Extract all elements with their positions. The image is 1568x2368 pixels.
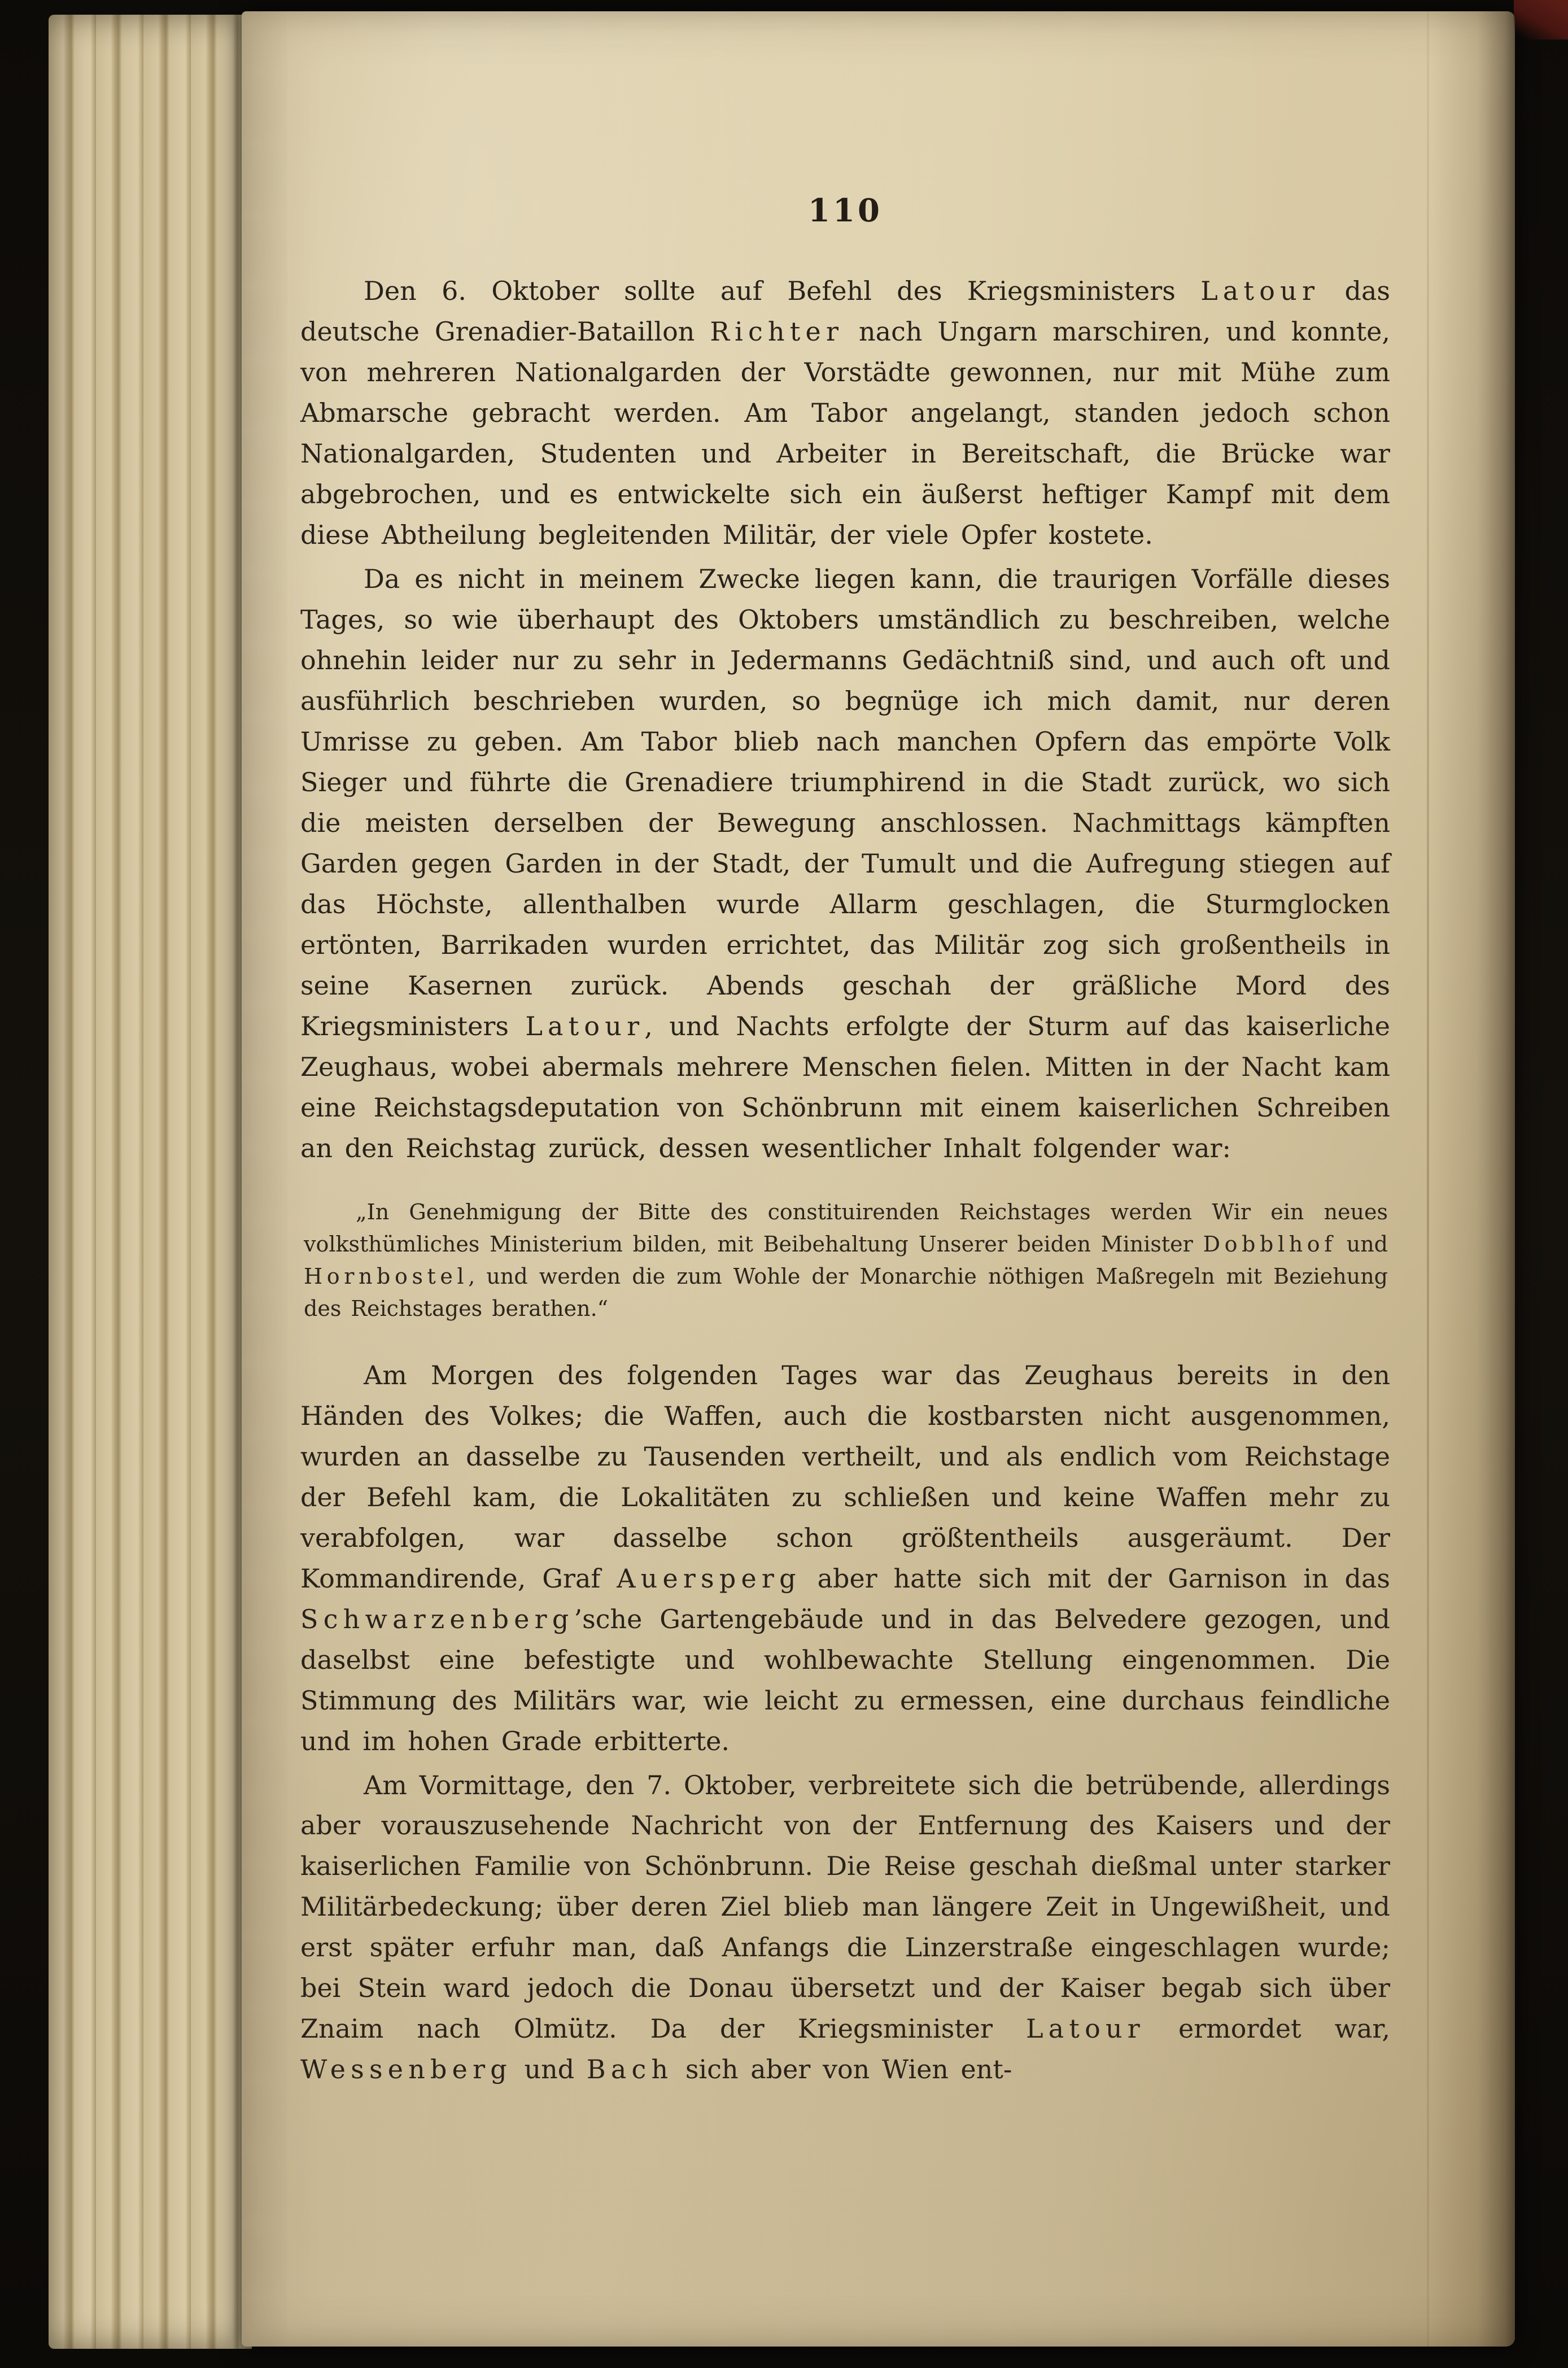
- paragraph: Da es nicht in meinem Zwecke liegen kann, die traurigen Vorfälle dieses Tages, so wie überhaupt des Oktobers umständlich zu beschreiben, welche ohnehin leider nur zu sehr in Jedermanns Gedächtniß sind, und auch oft und ausführlich beschrieben wurden, so begnüge ich mich damit, nur deren Umrisse zu geben. Am Tabor blieb nach manchen Opfern das empörte Volk Sieger und führte die Grenadiere triumphirend in die Stadt zurück, wo sich die meisten derselben der Bewegung anschlossen. Nachmittags kämpften Garden gegen Garden in der Stadt, der Tumult und die Aufregung stiegen auf das Höchste, allenthalben wurde Allarm geschlagen, die Sturmglocken ertönten, Barrikaden wurden errichtet, das Militär zog sich großentheils in seine Kasernen zurück. Abends geschah der gräßliche Mord des Kriegsministers Latour, und Nachts erfolgte der Sturm auf das kaiserliche Zeughaus, wobei abermals mehrere Menschen fielen. Mitten in der Nacht kam eine Reichstagsdeputation von Schönbrunn mit einem kaiserlichen Schreiben an den Reichstag zurück, dessen wesentlicher Inhalt folgender war:: [300, 563, 1390, 1163]
- binding-corner: [1514, 0, 1568, 40]
- quote-paragraph: „In Genehmigung der Bitte des constituirenden Reichstages werden Wir ein neues volksthümliches Ministerium bilden, mit Beibehaltung Unserer beiden Minister Dobblhof und Hornbostel, und werden die zum Wohle der Monarchie nöthigen Maßregeln mit Beziehung des Reichstages berathen.“: [304, 1199, 1388, 1321]
- spaced-name: Latour: [1026, 2013, 1145, 2044]
- page-number: 110: [808, 192, 883, 229]
- spaced-name: Bach: [586, 2054, 674, 2085]
- text-column: [300, 192, 1390, 2090]
- paragraph: Am Vormittage, den 7. Oktober, verbreitete sich die betrübende, allerdings aber vorauszusehende Nachricht von der Entfernung des Kaisers und der kaiserlichen Familie von Schönbrunn. Die Reise geschah dießmal unter starker Militärbedeckung; über deren Ziel blieb man längere Zeit in Ungewißheit, und erst später erfuhr man, daß Anfangs die Linzerstraße eingeschlagen wurde; bei Stein ward jedoch die Donau übersetzt und der Kaiser begab sich über Znaim nach Olmütz. Da der Kriegsminister Latour ermordet war, Wessenberg und Bach sich aber von Wien ent-: [300, 1769, 1390, 2085]
- spaced-name: Dobblhof: [1203, 1231, 1336, 1257]
- spaced-name: Wessenberg: [300, 2054, 512, 2085]
- book-page: [242, 11, 1515, 2347]
- page-fold-line: [1427, 11, 1429, 2347]
- paragraph: Am Morgen des folgenden Tages war das Zeughaus bereits in den Händen des Volkes; die Waffen, auch die kostbarsten nicht ausgenommen, wurden an dasselbe zu Tausenden vertheilt, und als endlich vom Reichstage der Befehl kam, die Lokalitäten zu schließen und keine Waffen mehr zu verabfolgen, war dasselbe schon größtentheils ausgeräumt. Der Kommandirende, Graf Auersperg aber hatte sich mit der Garnison in das Schwarzenberg’sche Gartengebäude und in das Belvedere gezogen, und daselbst eine befestigte und wohlbewachte Stellung eingenommen. Die Stimmung des Militärs war, wie leicht zu ermessen, eine durchaus feindliche und im hohen Grade erbitterte.: [300, 1359, 1390, 1756]
- page-stack-edges: [49, 15, 252, 2349]
- spaced-name: Schwarzenberg: [300, 1603, 574, 1634]
- spaced-name: Richter: [710, 316, 844, 347]
- spaced-name: Latour: [525, 1010, 645, 1041]
- spaced-name: Latour: [1200, 276, 1320, 306]
- paragraph: Den 6. Oktober sollte auf Befehl des Kriegsministers Latour das deutsche Grenadier-Bataillon Richter nach Ungarn marschiren, und konnte, von mehreren Nationalgarden der Vorstädte gewonnen, nur mit Mühe zum Abmarsche gebracht werden. Am Tabor angelangt, standen jedoch schon Nationalgarden, Studenten und Arbeiter in Bereitschaft, die Brücke war abgebrochen, und es entwickelte sich ein äußerst heftiger Kampf mit dem diese Abtheilung begleitenden Militär, der viele Opfer kostete.: [300, 276, 1390, 550]
- spaced-name: Auersperg: [617, 1563, 801, 1594]
- page-curl-shadow: [1430, 11, 1515, 2347]
- spaced-name: Hornbostel: [304, 1263, 469, 1289]
